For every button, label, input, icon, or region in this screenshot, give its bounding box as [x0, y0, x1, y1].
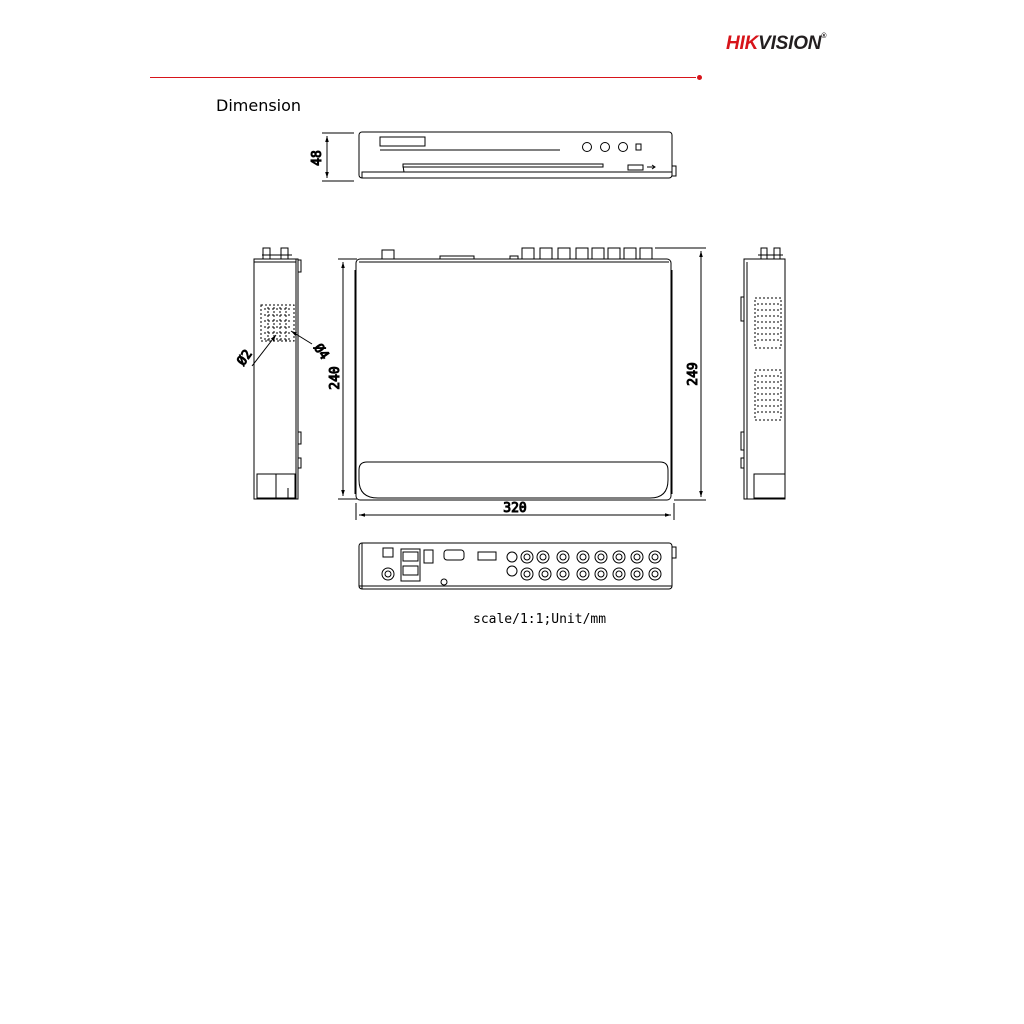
hole-small-label: Ø2: [234, 347, 256, 369]
height-label: 48: [310, 150, 325, 166]
hole-large-label: Ø4: [310, 341, 332, 363]
left-side-view: [254, 248, 301, 499]
scale-note: scale/1:1;Unit/mm: [473, 612, 607, 627]
height-dimension: [322, 133, 354, 181]
rear-view: [359, 543, 676, 589]
section-heading: Dimension: [216, 96, 302, 115]
bnc-connectors: [521, 551, 661, 580]
right-side-view: [741, 248, 785, 499]
hole-leaders: [252, 331, 312, 366]
width-label: 320: [503, 501, 527, 516]
hikvision-logo: HIKVISION®: [726, 33, 827, 54]
top-view: [355, 248, 672, 500]
depth-outer-label: 249: [686, 362, 701, 386]
front-view: [359, 132, 676, 178]
depth-inner-label: 240: [328, 366, 343, 390]
